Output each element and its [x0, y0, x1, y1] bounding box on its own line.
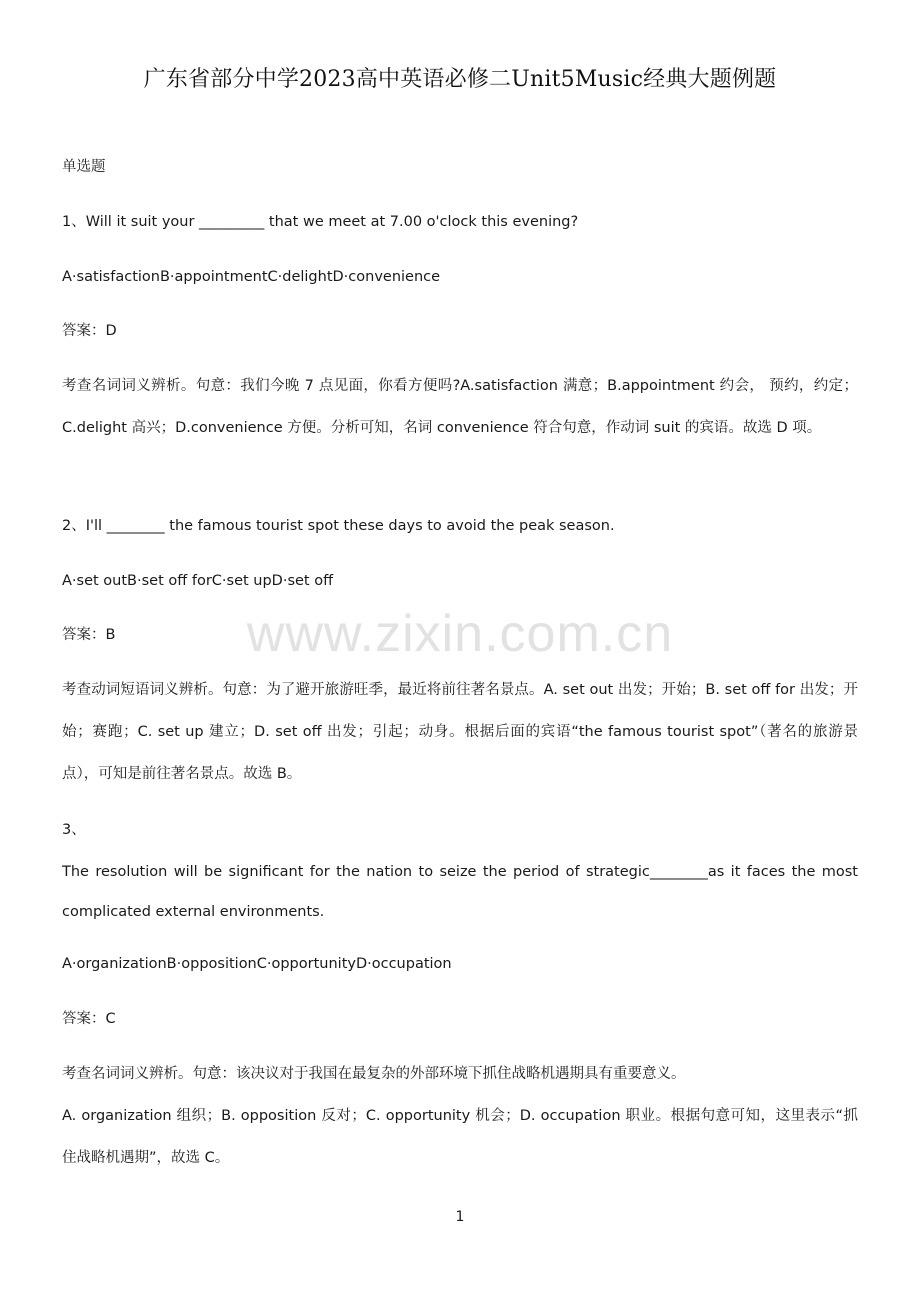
question-1-options: A·satisfactionB·appointmentC·delightD·convenience: [62, 269, 441, 285]
question-1-explanation: 考查名词词义辨析。句意：我们今晚 7 点见面，你看方便吗?A.satisfaction 满意；B.appointment 约会， 预约，约定；C.delight 高兴；D.convenience 方便。分析可知，名词 convenience 符合句意，作动词 suit 的宾语。故选 D 项。: [62, 378, 858, 436]
page-number: 1: [455, 1209, 465, 1225]
question-3-answer: 答案：C: [62, 1011, 116, 1027]
question-2-answer: 答案：B: [62, 627, 116, 643]
question-3-options: A·organizationB·oppositionC·opportunityD·occupation: [62, 956, 452, 972]
question-2-explanation: 考查动词短语词义辨析。句意：为了避开旅游旺季，最近将前往著名景点。A. set out 出发；开始；B. set off for 出发；开始；赛跑；C. set up 建立；D. set off 出发；引起；动身。根据后面的宾语“the famous tourist spot”（著名的旅游景点），可知是前往著名景点。故选 B。: [62, 682, 858, 782]
question-2-options: A·set outB·set off forC·set upD·set off: [62, 573, 334, 589]
watermark: www.zixin.com.cn: [246, 605, 674, 663]
question-3-stem: The resolution will be significant for the nation to seize the period of strategic________as it faces the most complicated external environments.: [62, 864, 858, 920]
question-3-explanation-intro: 考查名词词义辨析。句意：该决议对于我国在最复杂的外部环境下抓住战略机遇期具有重要意义。: [62, 1066, 686, 1082]
section-heading: 单选题: [62, 159, 106, 175]
page-title: 广东省部分中学2023高中英语必修二Unit5Music经典大题例题: [143, 67, 777, 92]
question-3-number: 3、: [62, 822, 86, 838]
question-1-answer: 答案：D: [62, 323, 117, 339]
question-3-explanation: A. organization 组织；B. opposition 反对；C. opportunity 机会；D. occupation 职业。根据句意可知，这里表示“抓住战略机遇期”，故选 C。: [62, 1108, 858, 1166]
question-1-stem: 1、Will it suit your _________ that we meet at 7.00 o'clock this evening?: [62, 214, 579, 230]
question-2-stem: 2、I'll ________ the famous tourist spot these days to avoid the peak season.: [62, 518, 615, 534]
